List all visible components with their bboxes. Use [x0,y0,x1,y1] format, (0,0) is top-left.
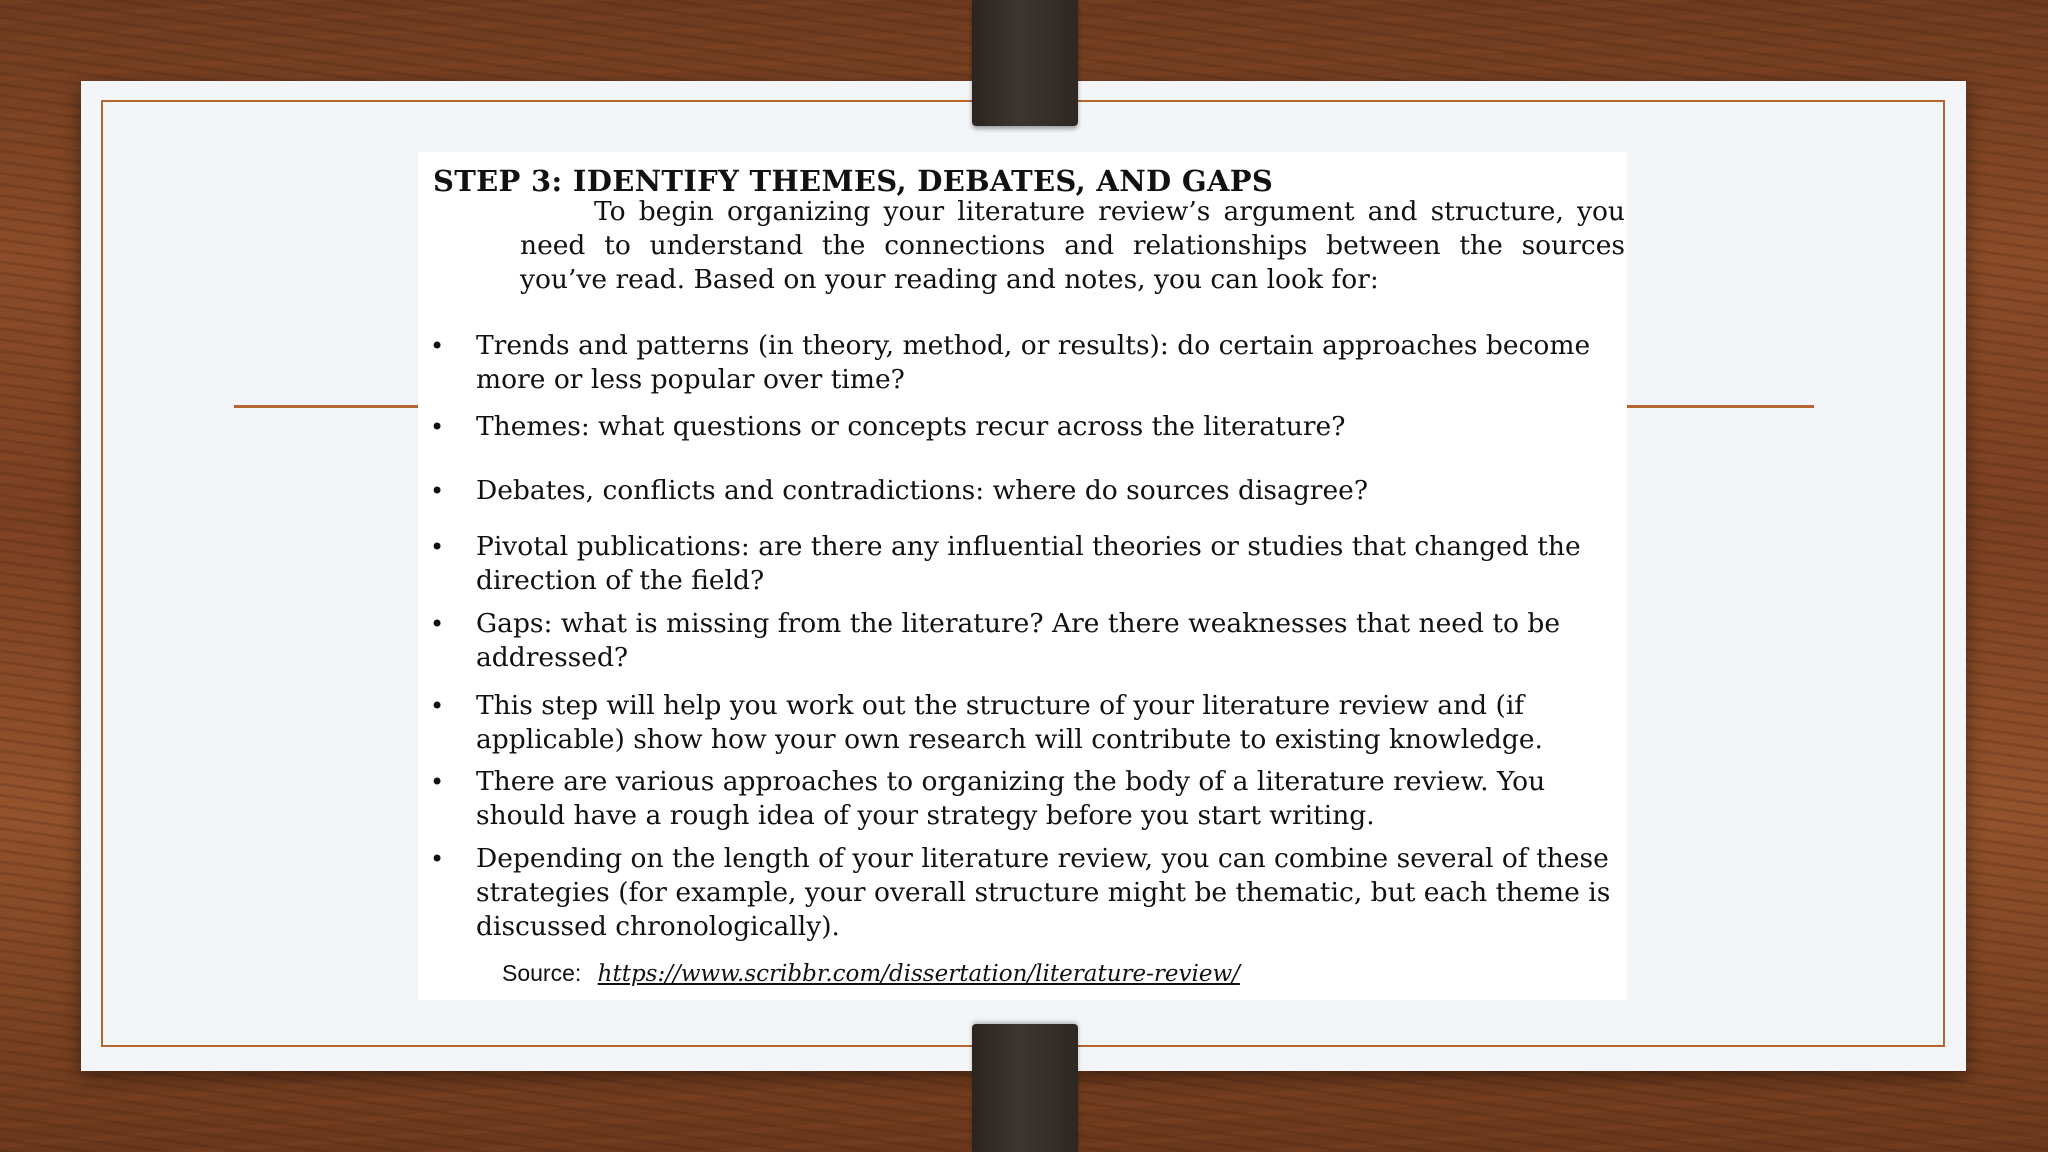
bullet-text: This step will help you work out the structure of your literature review and (if applicable) show how your own research will contribute to existing knowledge. [476,690,1543,755]
bullet-text: There are various approaches to organizing the body of a literature review. You should have a rough idea of your strategy before you start writing. [476,766,1546,831]
bullet-item [430,607,1626,675]
bullet-icon: • [430,692,445,720]
bullet-icon: • [430,845,445,873]
accent-line-right [1627,405,1814,408]
slide-title: STEP 3: IDENTIFY THEMES, DEBATES, AND GAPS [433,164,1274,198]
bullet-text: Depending on the length of your literature review, you can combine several of these strategies (for example, your overall structure might be thematic, but each theme is discussed chronologically). [476,843,1611,942]
bullet-item [430,474,1626,508]
bullet-item [430,410,1626,444]
bullet-item [430,842,1626,944]
source-link[interactable]: https://www.scribbr.com/dissertation/literature-review/ [597,961,1240,987]
bullet-item [430,530,1626,598]
source-label: Source: [502,960,582,986]
bullet-text: Gaps: what is missing from the literature? Are there weaknesses that need to be addressed? [476,608,1561,673]
content-image [418,152,1627,1000]
binder-clip-bottom [972,1024,1078,1152]
bullet-icon: • [430,477,445,505]
bullet-text: Pivotal publications: are there any influential theories or studies that changed the direction of the field? [476,531,1581,596]
bullet-text: Debates, conflicts and contradictions: where do sources disagree? [476,475,1369,506]
bullet-icon: • [430,610,445,638]
intro-paragraph: To begin organizing your literature review’s argument and structure, you need to understand the connections and relationships between the sources you’ve read. Based on your reading and notes, you can look for: [520,196,1625,295]
bullet-item [430,765,1626,833]
bullet-icon: • [430,533,445,561]
bullet-icon: • [430,413,445,441]
bullet-text: Themes: what questions or concepts recur across the literature? [476,411,1346,442]
bullet-icon: • [430,768,445,796]
bullet-item [430,329,1626,397]
accent-line-left [234,405,418,408]
source-citation [502,960,1240,987]
binder-clip-top [972,0,1078,126]
bullet-item [430,689,1626,757]
bullet-text: Trends and patterns (in theory, method, or results): do certain approaches become more or less popular over time? [476,330,1591,395]
bullet-icon: • [430,332,445,360]
